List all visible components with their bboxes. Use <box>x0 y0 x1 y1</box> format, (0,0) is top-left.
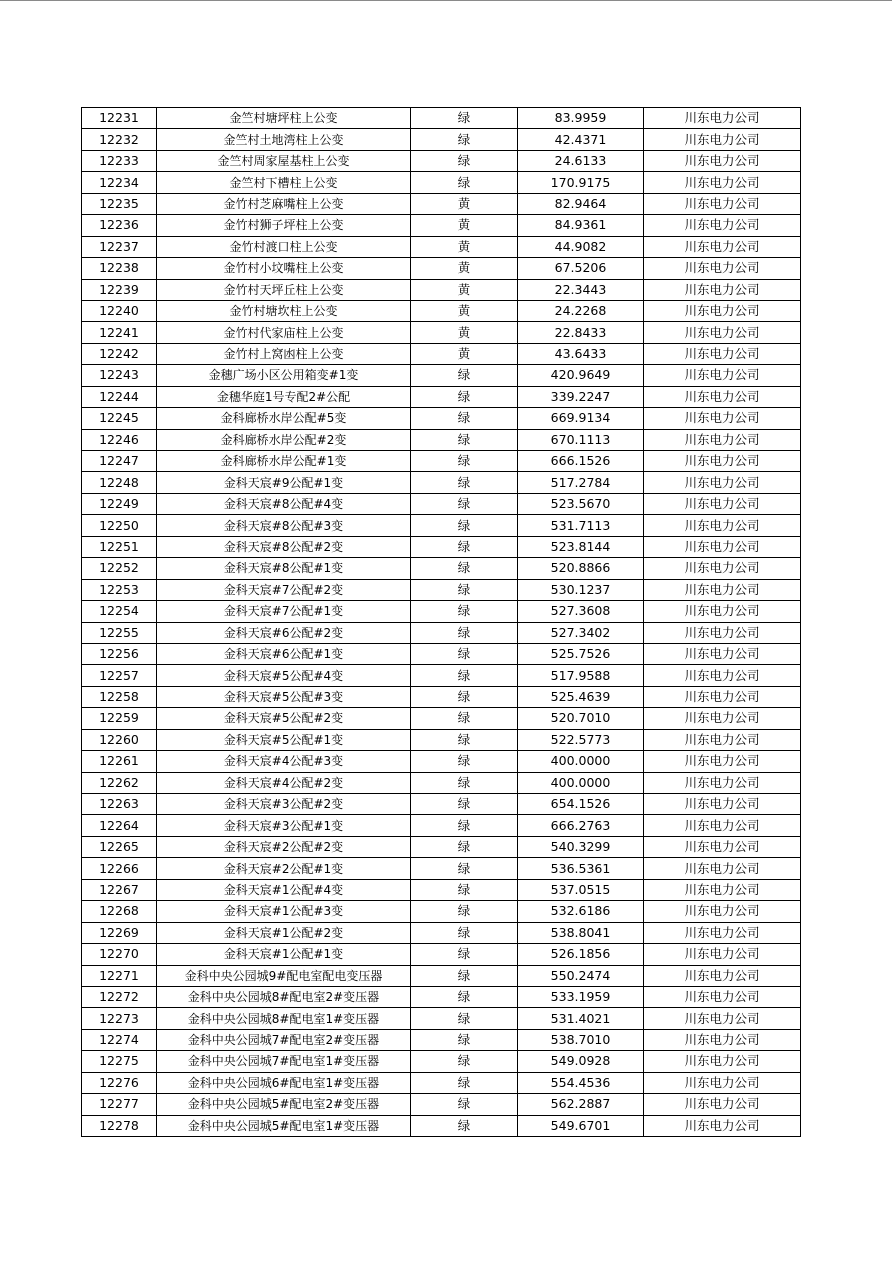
table-row <box>82 408 801 429</box>
company-cell: 川东电力公司 <box>644 429 801 450</box>
name-cell: 金竹村塘坎柱上公变 <box>157 300 411 321</box>
table-row <box>82 815 801 836</box>
company-cell: 川东电力公司 <box>644 1115 801 1136</box>
table-row <box>82 665 801 686</box>
page-top-border <box>0 0 892 1</box>
status-cell: 绿 <box>411 558 518 579</box>
value-cell: 540.3299 <box>518 836 644 857</box>
table-row <box>82 643 801 664</box>
row-id-cell: 12268 <box>82 901 157 922</box>
value-cell: 24.2268 <box>518 300 644 321</box>
company-cell: 川东电力公司 <box>644 258 801 279</box>
status-cell: 绿 <box>411 108 518 129</box>
company-cell: 川东电力公司 <box>644 1029 801 1050</box>
company-cell: 川东电力公司 <box>644 708 801 729</box>
name-cell: 金竺村土地湾柱上公变 <box>157 129 411 150</box>
table-row <box>82 601 801 622</box>
status-cell: 绿 <box>411 965 518 986</box>
table-row <box>82 215 801 236</box>
status-cell: 黄 <box>411 343 518 364</box>
table-row <box>82 1094 801 1115</box>
row-id-cell: 12266 <box>82 858 157 879</box>
status-cell: 绿 <box>411 836 518 857</box>
name-cell: 金竹村芝麻嘴柱上公变 <box>157 193 411 214</box>
name-cell: 金科中央公园城9#配电室配电变压器 <box>157 965 411 986</box>
status-cell: 绿 <box>411 751 518 772</box>
value-cell: 549.6701 <box>518 1115 644 1136</box>
value-cell: 522.5773 <box>518 729 644 750</box>
name-cell: 金科天宸#3公配#2变 <box>157 794 411 815</box>
table-row <box>82 1051 801 1072</box>
company-cell: 川东电力公司 <box>644 322 801 343</box>
table-row <box>82 944 801 965</box>
name-cell: 金科天宸#2公配#1变 <box>157 858 411 879</box>
table-row <box>82 193 801 214</box>
table-row <box>82 515 801 536</box>
status-cell: 绿 <box>411 515 518 536</box>
name-cell: 金科天宸#8公配#4变 <box>157 493 411 514</box>
company-cell: 川东电力公司 <box>644 386 801 407</box>
table-row <box>82 1008 801 1029</box>
name-cell: 金科中央公园城7#配电室2#变压器 <box>157 1029 411 1050</box>
value-cell: 400.0000 <box>518 751 644 772</box>
company-cell: 川东电力公司 <box>644 408 801 429</box>
company-cell: 川东电力公司 <box>644 1008 801 1029</box>
name-cell: 金竹村上窝凼柱上公变 <box>157 343 411 364</box>
value-cell: 83.9959 <box>518 108 644 129</box>
status-cell: 绿 <box>411 451 518 472</box>
company-cell: 川东电力公司 <box>644 1051 801 1072</box>
company-cell: 川东电力公司 <box>644 579 801 600</box>
row-id-cell: 12277 <box>82 1094 157 1115</box>
company-cell: 川东电力公司 <box>644 365 801 386</box>
row-id-cell: 12232 <box>82 129 157 150</box>
company-cell: 川东电力公司 <box>644 451 801 472</box>
company-cell: 川东电力公司 <box>644 686 801 707</box>
value-cell: 22.8433 <box>518 322 644 343</box>
row-id-cell: 12271 <box>82 965 157 986</box>
status-cell: 绿 <box>411 1115 518 1136</box>
value-cell: 517.2784 <box>518 472 644 493</box>
row-id-cell: 12233 <box>82 150 157 171</box>
company-cell: 川东电力公司 <box>644 751 801 772</box>
company-cell: 川东电力公司 <box>644 1094 801 1115</box>
table-row <box>82 751 801 772</box>
table-row <box>82 129 801 150</box>
data-table <box>81 107 801 1137</box>
status-cell: 黄 <box>411 215 518 236</box>
company-cell: 川东电力公司 <box>644 794 801 815</box>
row-id-cell: 12274 <box>82 1029 157 1050</box>
company-cell: 川东电力公司 <box>644 279 801 300</box>
name-cell: 金科廊桥水岸公配#1变 <box>157 451 411 472</box>
company-cell: 川东电力公司 <box>644 622 801 643</box>
name-cell: 金科廊桥水岸公配#5变 <box>157 408 411 429</box>
value-cell: 82.9464 <box>518 193 644 214</box>
company-cell: 川东电力公司 <box>644 965 801 986</box>
company-cell: 川东电力公司 <box>644 472 801 493</box>
status-cell: 绿 <box>411 129 518 150</box>
row-id-cell: 12262 <box>82 772 157 793</box>
value-cell: 400.0000 <box>518 772 644 793</box>
name-cell: 金科中央公园城8#配电室2#变压器 <box>157 986 411 1007</box>
status-cell: 绿 <box>411 601 518 622</box>
row-id-cell: 12275 <box>82 1051 157 1072</box>
status-cell: 绿 <box>411 794 518 815</box>
value-cell: 24.6133 <box>518 150 644 171</box>
value-cell: 84.9361 <box>518 215 644 236</box>
name-cell: 金竹村狮子坪柱上公变 <box>157 215 411 236</box>
status-cell: 绿 <box>411 815 518 836</box>
value-cell: 654.1526 <box>518 794 644 815</box>
status-cell: 绿 <box>411 172 518 193</box>
status-cell: 绿 <box>411 429 518 450</box>
company-cell: 川东电力公司 <box>644 836 801 857</box>
value-cell: 533.1959 <box>518 986 644 1007</box>
name-cell: 金科天宸#7公配#2变 <box>157 579 411 600</box>
row-id-cell: 12250 <box>82 515 157 536</box>
table-row <box>82 493 801 514</box>
row-id-cell: 12278 <box>82 1115 157 1136</box>
row-id-cell: 12257 <box>82 665 157 686</box>
name-cell: 金竺村下槽柱上公变 <box>157 172 411 193</box>
row-id-cell: 12276 <box>82 1072 157 1093</box>
company-cell: 川东电力公司 <box>644 729 801 750</box>
value-cell: 517.9588 <box>518 665 644 686</box>
table-row <box>82 1115 801 1136</box>
value-cell: 536.5361 <box>518 858 644 879</box>
row-id-cell: 12265 <box>82 836 157 857</box>
value-cell: 520.8866 <box>518 558 644 579</box>
status-cell: 绿 <box>411 986 518 1007</box>
row-id-cell: 12231 <box>82 108 157 129</box>
row-id-cell: 12239 <box>82 279 157 300</box>
company-cell: 川东电力公司 <box>644 986 801 1007</box>
row-id-cell: 12246 <box>82 429 157 450</box>
name-cell: 金科天宸#1公配#2变 <box>157 922 411 943</box>
row-id-cell: 12255 <box>82 622 157 643</box>
row-id-cell: 12272 <box>82 986 157 1007</box>
company-cell: 川东电力公司 <box>644 772 801 793</box>
name-cell: 金穗华庭1号专配2#公配 <box>157 386 411 407</box>
name-cell: 金科天宸#1公配#4变 <box>157 879 411 900</box>
name-cell: 金科天宸#8公配#1变 <box>157 558 411 579</box>
value-cell: 538.7010 <box>518 1029 644 1050</box>
value-cell: 537.0515 <box>518 879 644 900</box>
row-id-cell: 12263 <box>82 794 157 815</box>
table-row <box>82 879 801 900</box>
value-cell: 670.1113 <box>518 429 644 450</box>
company-cell: 川东电力公司 <box>644 901 801 922</box>
value-cell: 525.7526 <box>518 643 644 664</box>
name-cell: 金竺村周家屋基柱上公变 <box>157 150 411 171</box>
value-cell: 420.9649 <box>518 365 644 386</box>
name-cell: 金科天宸#1公配#3变 <box>157 901 411 922</box>
company-cell: 川东电力公司 <box>644 172 801 193</box>
table-row <box>82 279 801 300</box>
row-id-cell: 12273 <box>82 1008 157 1029</box>
value-cell: 525.4639 <box>518 686 644 707</box>
table-row <box>82 729 801 750</box>
company-cell: 川东电力公司 <box>644 944 801 965</box>
company-cell: 川东电力公司 <box>644 193 801 214</box>
status-cell: 黄 <box>411 322 518 343</box>
status-cell: 黄 <box>411 300 518 321</box>
name-cell: 金科中央公园城6#配电室1#变压器 <box>157 1072 411 1093</box>
value-cell: 530.1237 <box>518 579 644 600</box>
company-cell: 川东电力公司 <box>644 536 801 557</box>
status-cell: 绿 <box>411 858 518 879</box>
status-cell: 绿 <box>411 729 518 750</box>
row-id-cell: 12237 <box>82 236 157 257</box>
value-cell: 523.8144 <box>518 536 644 557</box>
value-cell: 44.9082 <box>518 236 644 257</box>
company-cell: 川东电力公司 <box>644 300 801 321</box>
table-body <box>82 108 801 1137</box>
row-id-cell: 12264 <box>82 815 157 836</box>
row-id-cell: 12235 <box>82 193 157 214</box>
status-cell: 绿 <box>411 472 518 493</box>
row-id-cell: 12260 <box>82 729 157 750</box>
status-cell: 绿 <box>411 579 518 600</box>
value-cell: 562.2887 <box>518 1094 644 1115</box>
name-cell: 金竹村渡口柱上公变 <box>157 236 411 257</box>
table-row <box>82 150 801 171</box>
row-id-cell: 12254 <box>82 601 157 622</box>
row-id-cell: 12236 <box>82 215 157 236</box>
table-row <box>82 708 801 729</box>
row-id-cell: 12242 <box>82 343 157 364</box>
row-id-cell: 12256 <box>82 643 157 664</box>
row-id-cell: 12253 <box>82 579 157 600</box>
company-cell: 川东电力公司 <box>644 815 801 836</box>
row-id-cell: 12240 <box>82 300 157 321</box>
name-cell: 金科中央公园城5#配电室1#变压器 <box>157 1115 411 1136</box>
company-cell: 川东电力公司 <box>644 515 801 536</box>
table-row <box>82 922 801 943</box>
value-cell: 554.4536 <box>518 1072 644 1093</box>
table-row <box>82 472 801 493</box>
row-id-cell: 12238 <box>82 258 157 279</box>
value-cell: 669.9134 <box>518 408 644 429</box>
status-cell: 绿 <box>411 686 518 707</box>
value-cell: 526.1856 <box>518 944 644 965</box>
value-cell: 538.8041 <box>518 922 644 943</box>
table-row <box>82 258 801 279</box>
status-cell: 绿 <box>411 1029 518 1050</box>
value-cell: 531.4021 <box>518 1008 644 1029</box>
company-cell: 川东电力公司 <box>644 493 801 514</box>
status-cell: 绿 <box>411 1051 518 1072</box>
name-cell: 金科中央公园城8#配电室1#变压器 <box>157 1008 411 1029</box>
table-row <box>82 794 801 815</box>
name-cell: 金科天宸#6公配#2变 <box>157 622 411 643</box>
table-row <box>82 836 801 857</box>
name-cell: 金竹村小坟嘴柱上公变 <box>157 258 411 279</box>
value-cell: 550.2474 <box>518 965 644 986</box>
status-cell: 绿 <box>411 772 518 793</box>
status-cell: 绿 <box>411 944 518 965</box>
table-row <box>82 858 801 879</box>
status-cell: 绿 <box>411 622 518 643</box>
value-cell: 532.6186 <box>518 901 644 922</box>
row-id-cell: 12270 <box>82 944 157 965</box>
company-cell: 川东电力公司 <box>644 601 801 622</box>
value-cell: 531.7113 <box>518 515 644 536</box>
value-cell: 339.2247 <box>518 386 644 407</box>
company-cell: 川东电力公司 <box>644 922 801 943</box>
status-cell: 绿 <box>411 665 518 686</box>
name-cell: 金科中央公园城5#配电室2#变压器 <box>157 1094 411 1115</box>
status-cell: 绿 <box>411 1008 518 1029</box>
value-cell: 43.6433 <box>518 343 644 364</box>
value-cell: 42.4371 <box>518 129 644 150</box>
table-row <box>82 901 801 922</box>
table-row <box>82 343 801 364</box>
row-id-cell: 12247 <box>82 451 157 472</box>
table-row <box>82 986 801 1007</box>
name-cell: 金竺村塘坪柱上公变 <box>157 108 411 129</box>
name-cell: 金科天宸#6公配#1变 <box>157 643 411 664</box>
name-cell: 金科天宸#4公配#2变 <box>157 772 411 793</box>
status-cell: 绿 <box>411 150 518 171</box>
company-cell: 川东电力公司 <box>644 643 801 664</box>
name-cell: 金科天宸#5公配#3变 <box>157 686 411 707</box>
name-cell: 金科天宸#2公配#2变 <box>157 836 411 857</box>
name-cell: 金科天宸#5公配#1变 <box>157 729 411 750</box>
company-cell: 川东电力公司 <box>644 150 801 171</box>
status-cell: 绿 <box>411 879 518 900</box>
table-row <box>82 686 801 707</box>
name-cell: 金科天宸#4公配#3变 <box>157 751 411 772</box>
status-cell: 绿 <box>411 643 518 664</box>
value-cell: 527.3402 <box>518 622 644 643</box>
row-id-cell: 12267 <box>82 879 157 900</box>
name-cell: 金科天宸#7公配#1变 <box>157 601 411 622</box>
row-id-cell: 12249 <box>82 493 157 514</box>
company-cell: 川东电力公司 <box>644 665 801 686</box>
value-cell: 67.5206 <box>518 258 644 279</box>
name-cell: 金科天宸#8公配#2变 <box>157 536 411 557</box>
row-id-cell: 12244 <box>82 386 157 407</box>
row-id-cell: 12241 <box>82 322 157 343</box>
table-row <box>82 579 801 600</box>
name-cell: 金科天宸#5公配#2变 <box>157 708 411 729</box>
table-row <box>82 386 801 407</box>
row-id-cell: 12269 <box>82 922 157 943</box>
company-cell: 川东电力公司 <box>644 858 801 879</box>
status-cell: 绿 <box>411 493 518 514</box>
name-cell: 金科廊桥水岸公配#2变 <box>157 429 411 450</box>
status-cell: 黄 <box>411 258 518 279</box>
name-cell: 金穗广场小区公用箱变#1变 <box>157 365 411 386</box>
value-cell: 523.5670 <box>518 493 644 514</box>
status-cell: 绿 <box>411 1072 518 1093</box>
status-cell: 绿 <box>411 922 518 943</box>
row-id-cell: 12245 <box>82 408 157 429</box>
status-cell: 黄 <box>411 236 518 257</box>
table-row <box>82 451 801 472</box>
row-id-cell: 12252 <box>82 558 157 579</box>
table-row <box>82 558 801 579</box>
table-row <box>82 772 801 793</box>
name-cell: 金科天宸#3公配#1变 <box>157 815 411 836</box>
row-id-cell: 12243 <box>82 365 157 386</box>
table-row <box>82 172 801 193</box>
name-cell: 金竹村天坪丘柱上公变 <box>157 279 411 300</box>
status-cell: 绿 <box>411 408 518 429</box>
name-cell: 金竹村代家庙柱上公变 <box>157 322 411 343</box>
row-id-cell: 12259 <box>82 708 157 729</box>
name-cell: 金科天宸#9公配#1变 <box>157 472 411 493</box>
table-row <box>82 1072 801 1093</box>
company-cell: 川东电力公司 <box>644 236 801 257</box>
table-row <box>82 236 801 257</box>
row-id-cell: 12258 <box>82 686 157 707</box>
table-row <box>82 965 801 986</box>
company-cell: 川东电力公司 <box>644 558 801 579</box>
status-cell: 绿 <box>411 901 518 922</box>
company-cell: 川东电力公司 <box>644 215 801 236</box>
status-cell: 绿 <box>411 386 518 407</box>
table-row <box>82 429 801 450</box>
name-cell: 金科天宸#5公配#4变 <box>157 665 411 686</box>
table-row <box>82 300 801 321</box>
value-cell: 170.9175 <box>518 172 644 193</box>
value-cell: 520.7010 <box>518 708 644 729</box>
value-cell: 666.1526 <box>518 451 644 472</box>
table-row <box>82 322 801 343</box>
status-cell: 黄 <box>411 193 518 214</box>
name-cell: 金科中央公园城7#配电室1#变压器 <box>157 1051 411 1072</box>
table-row <box>82 108 801 129</box>
row-id-cell: 12248 <box>82 472 157 493</box>
table-row <box>82 622 801 643</box>
value-cell: 666.2763 <box>518 815 644 836</box>
status-cell: 绿 <box>411 708 518 729</box>
row-id-cell: 12251 <box>82 536 157 557</box>
status-cell: 绿 <box>411 1094 518 1115</box>
company-cell: 川东电力公司 <box>644 129 801 150</box>
status-cell: 绿 <box>411 536 518 557</box>
name-cell: 金科天宸#8公配#3变 <box>157 515 411 536</box>
row-id-cell: 12261 <box>82 751 157 772</box>
table-row <box>82 536 801 557</box>
value-cell: 22.3443 <box>518 279 644 300</box>
value-cell: 527.3608 <box>518 601 644 622</box>
name-cell: 金科天宸#1公配#1变 <box>157 944 411 965</box>
status-cell: 黄 <box>411 279 518 300</box>
company-cell: 川东电力公司 <box>644 108 801 129</box>
company-cell: 川东电力公司 <box>644 1072 801 1093</box>
row-id-cell: 12234 <box>82 172 157 193</box>
table-row <box>82 365 801 386</box>
company-cell: 川东电力公司 <box>644 343 801 364</box>
value-cell: 549.0928 <box>518 1051 644 1072</box>
table-row <box>82 1029 801 1050</box>
status-cell: 绿 <box>411 365 518 386</box>
company-cell: 川东电力公司 <box>644 879 801 900</box>
